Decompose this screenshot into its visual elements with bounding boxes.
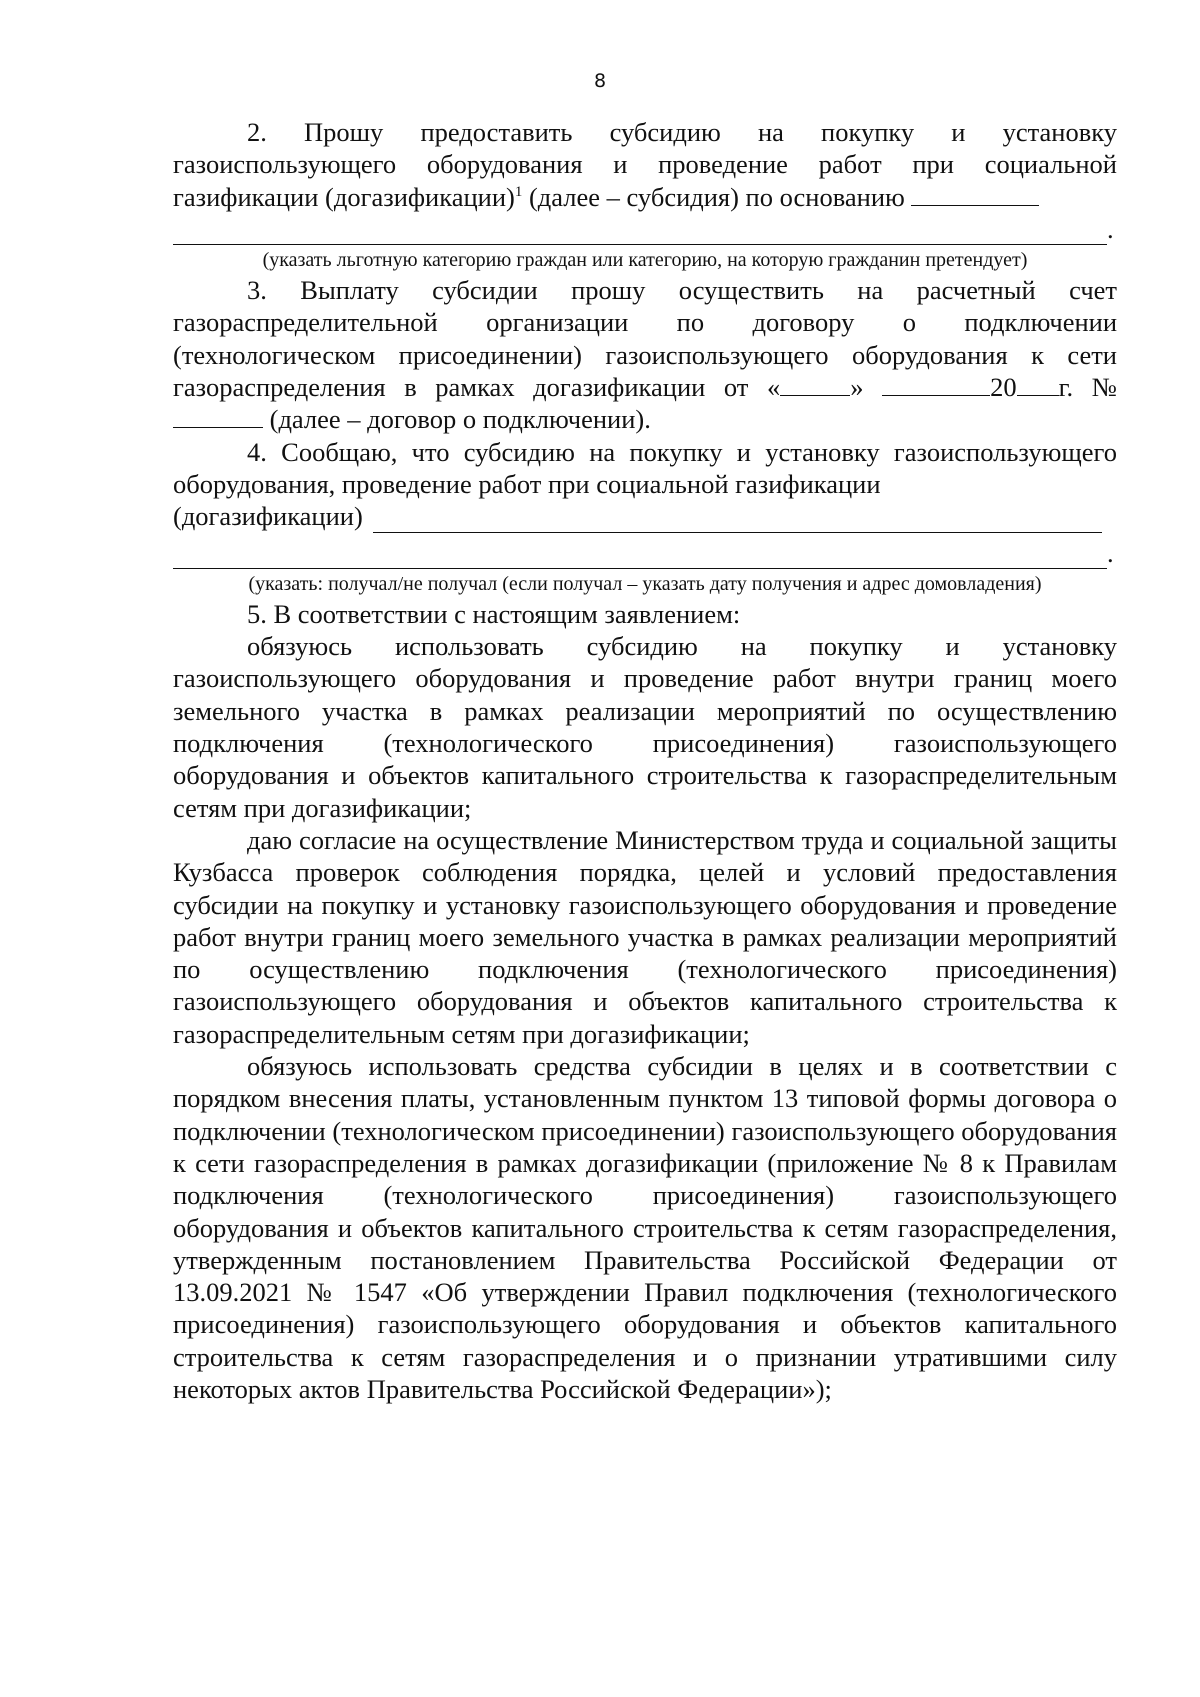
paragraph-4-last-word: (догазификации) — [173, 501, 363, 532]
year-prefix: 20 — [990, 372, 1017, 403]
paragraph-2-text-end: (далее – субсидия) по основанию — [522, 181, 905, 212]
contract-day-blank[interactable] — [780, 371, 850, 396]
footnote-marker: 1 — [514, 183, 523, 200]
paragraph-2 — [173, 116, 1117, 213]
received-blank[interactable] — [373, 508, 1102, 533]
paragraph-5-heading: 5. В соответствии с настоящим заявлением: — [247, 598, 741, 629]
received-line-2 — [173, 537, 1117, 569]
number-sign: № — [1091, 372, 1118, 403]
basis-fill-line — [173, 213, 1117, 245]
contract-number-blank[interactable] — [173, 403, 263, 428]
basis-blank-line[interactable] — [173, 220, 1107, 245]
received-blank-2[interactable] — [173, 544, 1107, 569]
received-end-punct: . — [1107, 537, 1114, 568]
contract-year-blank[interactable] — [1017, 371, 1059, 396]
paragraph-5-item-3: обязуюсь использовать средства субсидии в целях и в соответствии с порядком внесения платы, установленным пунктом 13 типовой формы договора о подключении (технологическом присоединении) газоиспользующего оборудования к сети газораспределения в рамках догазификации (приложение № 8 к Правилам подключения (технологического присоединения) газоиспользующего оборудования и объектов капитального строительства к сетям газораспределения, утвержденным постановлением Правительства Российской Федерации от 13.09.2021 № 1547 «Об утверждении Правил подключения (технологического присоединения) газоиспользующего оборудования и объектов капитального строительства к сетям газораспределения и о признании утратившими силу некоторых актов Правительства Российской Федерации»); — [173, 1051, 1117, 1404]
year-suffix: г. — [1058, 372, 1074, 403]
basis-blank[interactable] — [911, 181, 1039, 206]
quote-close: » — [850, 372, 864, 403]
document-body — [173, 116, 1117, 1405]
basis-end-punct: . — [1107, 213, 1114, 244]
paragraph-3 — [173, 274, 1117, 435]
paragraph-3-end: (далее – договор о подключении). — [269, 404, 651, 435]
received-note: (указать: получал/не получал (если получал – указать дату получения и адрес домовладения) — [248, 572, 1042, 595]
paragraph-2-text: 2. Прошу предоставить субсидию на покупку и установку газоиспользующего оборудования и проведение работ при социальной газификации (догазификации) — [173, 117, 1117, 212]
paragraph-3-text: 3. Выплату субсидии прошу осуществить на расчетный счет газораспределительной организации по договору о подключении (технологическом присоединении) газоиспользующего оборудования к сети газораспределения в рамках догазификации от « — [173, 275, 1117, 403]
paragraph-4: 4. Сообщаю, что субсидию на покупку и установку газоиспользующего оборудования, проведение работ при социальной газификации — [173, 436, 1117, 499]
page-number: 8 — [593, 70, 607, 92]
basis-note: (указать льготную категорию граждан или категорию, на которую гражданин претендует) — [262, 249, 1028, 272]
paragraph-5-item-1: обязуюсь использовать субсидию на покупку и установку газоиспользующего оборудования и проведение работ внутри границ моего земельного участка в рамках реализации мероприятий по осуществлению подключения (технологического присоединения) газоиспользующего оборудования и объектов капитального строительства к газораспределительным сетям при догазификации; — [173, 631, 1117, 823]
received-line-1 — [173, 500, 1117, 532]
contract-month-blank[interactable] — [882, 371, 990, 396]
paragraph-5-item-2: даю согласие на осуществление Министерством труда и социальной защиты Кузбасса проверок соблюдения порядка, целей и условий предоставления субсидии на покупку и установку газоиспользующего оборудования и проведение работ внутри границ моего земельного участка в рамках реализации мероприятий по осуществлению подключения (технологического присоединения) газоиспользующего оборудования и объектов капитального строительства к газораспределительным сетям при догазификации; — [173, 824, 1117, 1049]
